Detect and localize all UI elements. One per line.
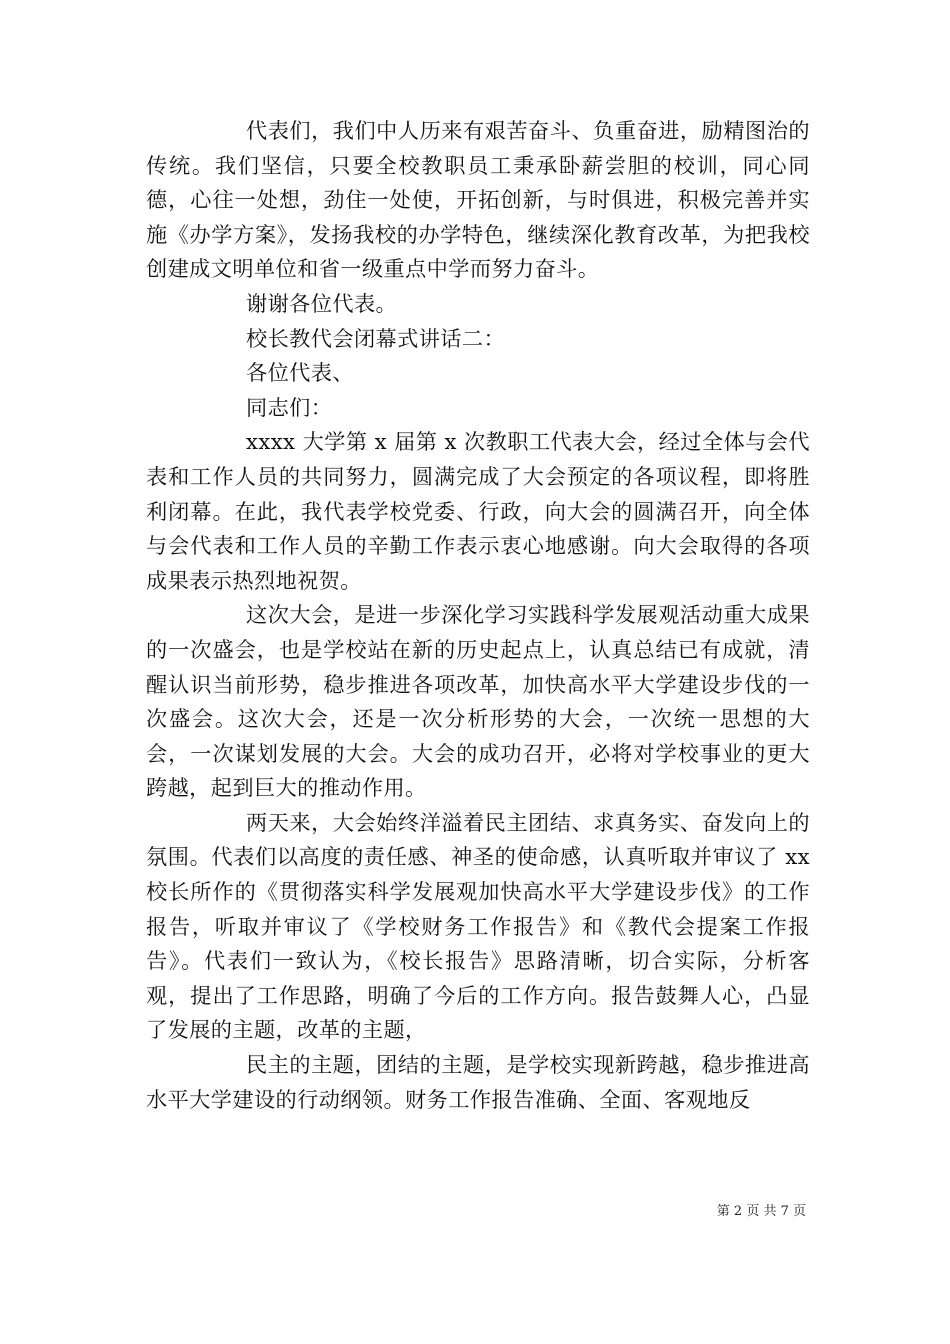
paragraph-closing-appeal: 代表们，我们中人历来有艰苦奋斗、负重奋进，励精图治的传统。我们坚信，只要全校教职员工秉承卧薪尝胆的校训，同心同德，心往一处想，劲住一处使，开拓创新，与时俱进，积极完善并实施《办学方案》，发扬我校的办学特色，继续深化教育改革，为把我校创建成文明单位和省一级重点中学而努力奋斗。 xyxy=(146,118,810,282)
page-number-footer: 第 2 页 共 7 页 xyxy=(716,1204,806,1219)
salutation-delegates: 各位代表、 xyxy=(246,360,354,386)
paragraph-democracy-theme: 民主的主题，团结的主题，是学校实现新跨越，稳步推进高水平大学建设的行动纲领。财务工作报告准确、全面、客观地反 xyxy=(146,1052,810,1112)
paragraph-congress-closing: xxxx 大学第 x 届第 x 次教职工代表大会，经过全体与会代表和工作人员的共同努力，圆满完成了大会预定的各项议程，即将胜利闭幕。在此，我代表学校党委、行政，向大会的圆满召开，向全体与会代表和工作人员的辛勤工作表示衷心地感谢。向大会取得的各项成果表示热烈地祝贺。 xyxy=(146,429,810,593)
salutation-comrades: 同志们： xyxy=(246,394,333,420)
paragraph-congress-atmosphere: 两天来，大会始终洋溢着民主团结、求真务实、奋发向上的氛围。代表们以高度的责任感、神圣的使命感，认真听取并审议了 xx 校长所作的《贯彻落实科学发展观加快高水平大学建设步伐》的工作报告，听取并审议了《学校财务工作报告》和《教代会提案工作报告》。代表们一致认为，《校长报告》思路清晰，切合实际，分析客观，提出了工作思路，明确了今后的工作方向。报告鼓舞人心，凸显了发展的主题，改革的主题， xyxy=(146,809,810,1043)
paragraph-thanks: 谢谢各位代表。 xyxy=(246,290,398,316)
document-body xyxy=(146,114,810,1117)
paragraph-congress-significance: 这次大会，是进一步深化学习实践科学发展观活动重大成果的一次盛会，也是学校站在新的历史起点上，认真总结已有成就，清醒认识当前形势，稳步推进各项改革，加快高水平大学建设步伐的一次盛会。这次大会，还是一次分析形势的大会，一次统一思想的大会，一次谋划发展的大会。大会的成功召开，必将对学校事业的更大跨越，起到巨大的推动作用。 xyxy=(146,602,810,801)
speech-two-heading: 校长教代会闭幕式讲话二： xyxy=(246,325,506,351)
